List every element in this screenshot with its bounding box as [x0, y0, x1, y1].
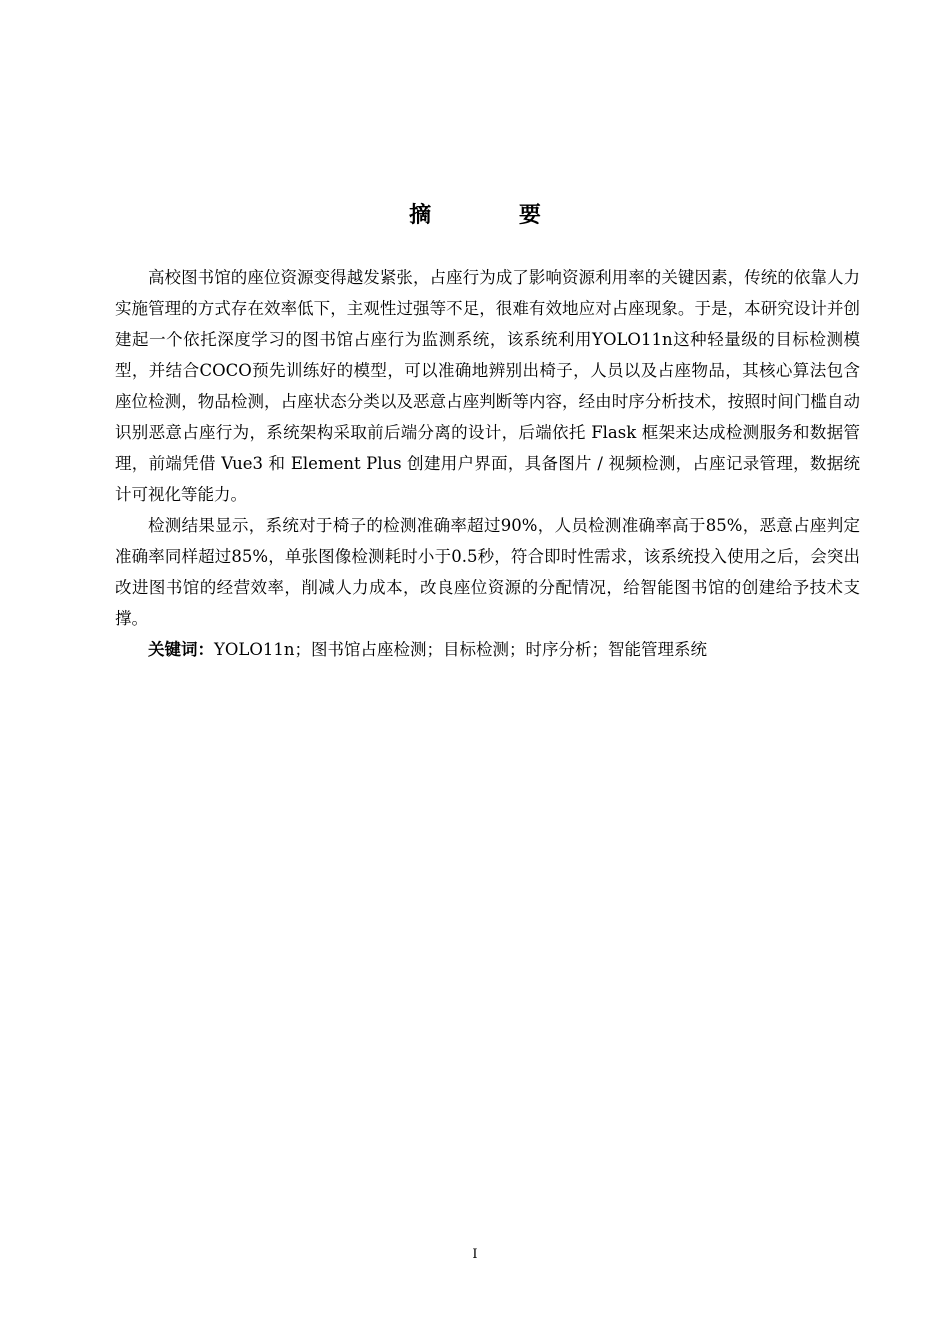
abstract-title: 摘 要: [409, 203, 581, 228]
abstract-paragraph-2: 检测结果显示，系统对于椅子的检测准确率超过90%，人员检测准确率高于85%，恶意占座判定准确率同样超过85%，单张图像检测耗时小于0.5秒，符合即时性需求，该系统投入使用之后，会突出改进图书馆的经营效率，削减人力成本，改良座位资源的分配情况，给智能图书馆的创建给予技术支撑。: [115, 516, 860, 628]
page-number: I: [472, 1247, 478, 1262]
keywords-line: [115, 634, 860, 665]
keywords-list: YOLO11n；图书馆占座检测；目标检测；时序分析；智能管理系统: [214, 640, 708, 659]
keywords-label: 关键词：: [148, 640, 214, 659]
abstract-body: [115, 262, 860, 665]
abstract-paragraph-1: 高校图书馆的座位资源变得越发紧张，占座行为成了影响资源利用率的关键因素，传统的依靠人力实施管理的方式存在效率低下，主观性过强等不足，很难有效地应对占座现象。于是，本研究设计并创建起一个依托深度学习的图书馆占座行为监测系统，该系统利用YOLO11n这种轻量级的目标检测模型，并结合COCO预先训练好的模型，可以准确地辨别出椅子，人员以及占座物品，其核心算法包含座位检测，物品检测，占座状态分类以及恶意占座判断等内容，经由时序分析技术，按照时间门槛自动识别恶意占座行为，系统架构采取前后端分离的设计，后端依托 Flask 框架来达成检测服务和数据管理，前端凭借 Vue3 和 Element Plus 创建用户界面，具备图片 / 视频检测，占座记录管理，数据统计可视化等能力。: [115, 268, 860, 504]
